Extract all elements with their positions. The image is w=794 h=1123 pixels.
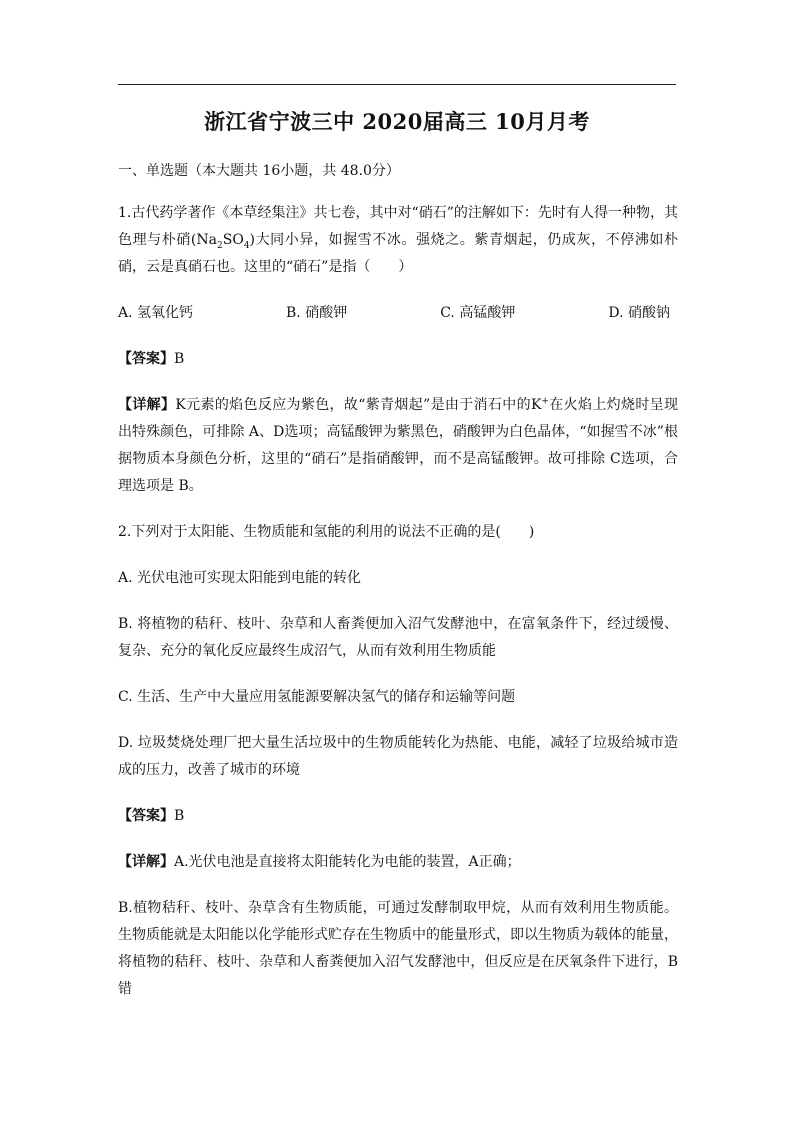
question-2-answer — [118, 803, 678, 830]
question-2-explanation-b: B.植物秸秆、枝叶、杂草含有生物质能，可通过发酵制取甲烷，从而有效利用生物质能。生物质能就是太阳能以化学能形式贮存在生物质中的能量形式，即以生物质为载体的能量，将植物的秸秆、枝叶、杂草和人畜粪便加入沼气发酵池中，但反应是在厌氧条件下进行，B错 — [118, 900, 678, 997]
q2-explain-part-a: A.光伏电池是直接将太阳能转化为电能的装置，A正确； — [174, 854, 521, 870]
q2-explain-label: 【详解】 — [118, 854, 174, 870]
q2-answer-label: 【答案】 — [118, 808, 174, 824]
q2-option-b: B. 将植物的秸秆、枝叶、杂草和人畜粪便加入沼气发酵池中，在富氧条件下，经过缓慢、复杂、充分的氧化反应最终生成沼气，从而有效利用生物质能 — [118, 616, 678, 659]
q1-stem-part-a: 1.古代药学著作《本草经集注》共七卷，其中对“硝石”的注解如下：先时有人得一种物，其色理与朴硝(Na — [118, 205, 678, 248]
section-heading: 一、单选题（本大题共 16小题，共 48.0分） — [118, 163, 400, 179]
question-1-answer — [118, 346, 678, 373]
q2-option-d: D. 垃圾焚烧处理厂把大量生活垃圾中的生物质能转化为热能、电能，减轻了垃圾给城市造成的压力，改善了城市的环境 — [118, 735, 678, 778]
q1-explain-part-a: K元素的焰色反应为紫色，故“紫青烟起”是由于消石中的K — [175, 397, 542, 413]
question-2-explanation-a — [118, 849, 678, 876]
question-1-stem — [118, 200, 678, 281]
question-1-explanation — [118, 392, 678, 500]
q1-option-a: A. 氢氧化钙 — [118, 305, 194, 321]
q2-answer-value: B — [174, 808, 185, 824]
q2-option-a: A. 光伏电池可实现太阳能到电能的转化 — [118, 570, 362, 586]
q2-option-c: C. 生活、生产中大量应用氢能源要解决氢气的储存和运输等问题 — [118, 689, 516, 705]
q1-explain-superscript: + — [541, 396, 549, 407]
q1-explain-part-b: 在火焰上灼烧时呈现出特殊颜色，可排除 A、D选项；高锰酸钾为紫黑色，硝酸钾为白色晶体，“如握雪不冰”根据物质本身颜色分析，这里的“硝石”是指硝酸钾，而不是高锰酸钾。故可排除 C选项，合理选项是 B。 — [118, 397, 679, 494]
q1-answer-label: 【答案】 — [118, 351, 174, 367]
q1-explain-label: 【详解】 — [118, 397, 176, 413]
header-rule — [118, 84, 676, 85]
q1-stem-subscript: 2 — [217, 240, 223, 251]
q1-stem-subscript-2: 4 — [243, 240, 250, 251]
q1-answer-value: B — [174, 351, 185, 367]
q1-option-b: B. 硝酸钾 — [286, 305, 348, 321]
page-title: 浙江省宁波三中 2020届高三 10月月考 — [204, 109, 590, 134]
q1-option-c: C. 高锰酸钾 — [440, 305, 516, 321]
q1-option-d: D. 硝酸钠 — [608, 305, 670, 321]
content — [118, 200, 678, 1022]
question-1-options — [118, 300, 678, 327]
question-2-stem: 2.下列对于太阳能、生物质能和氢能的利用的说法不正确的是( ) — [118, 524, 535, 540]
q1-stem-part-b: SO — [222, 232, 244, 248]
q1-stem-part-c: )大同小异，如握雪不冰。强烧之。紫青烟起，仍成灰，不停沸如朴硝，云是真硝石也。这里的“硝石”是指（ ） — [118, 232, 678, 275]
